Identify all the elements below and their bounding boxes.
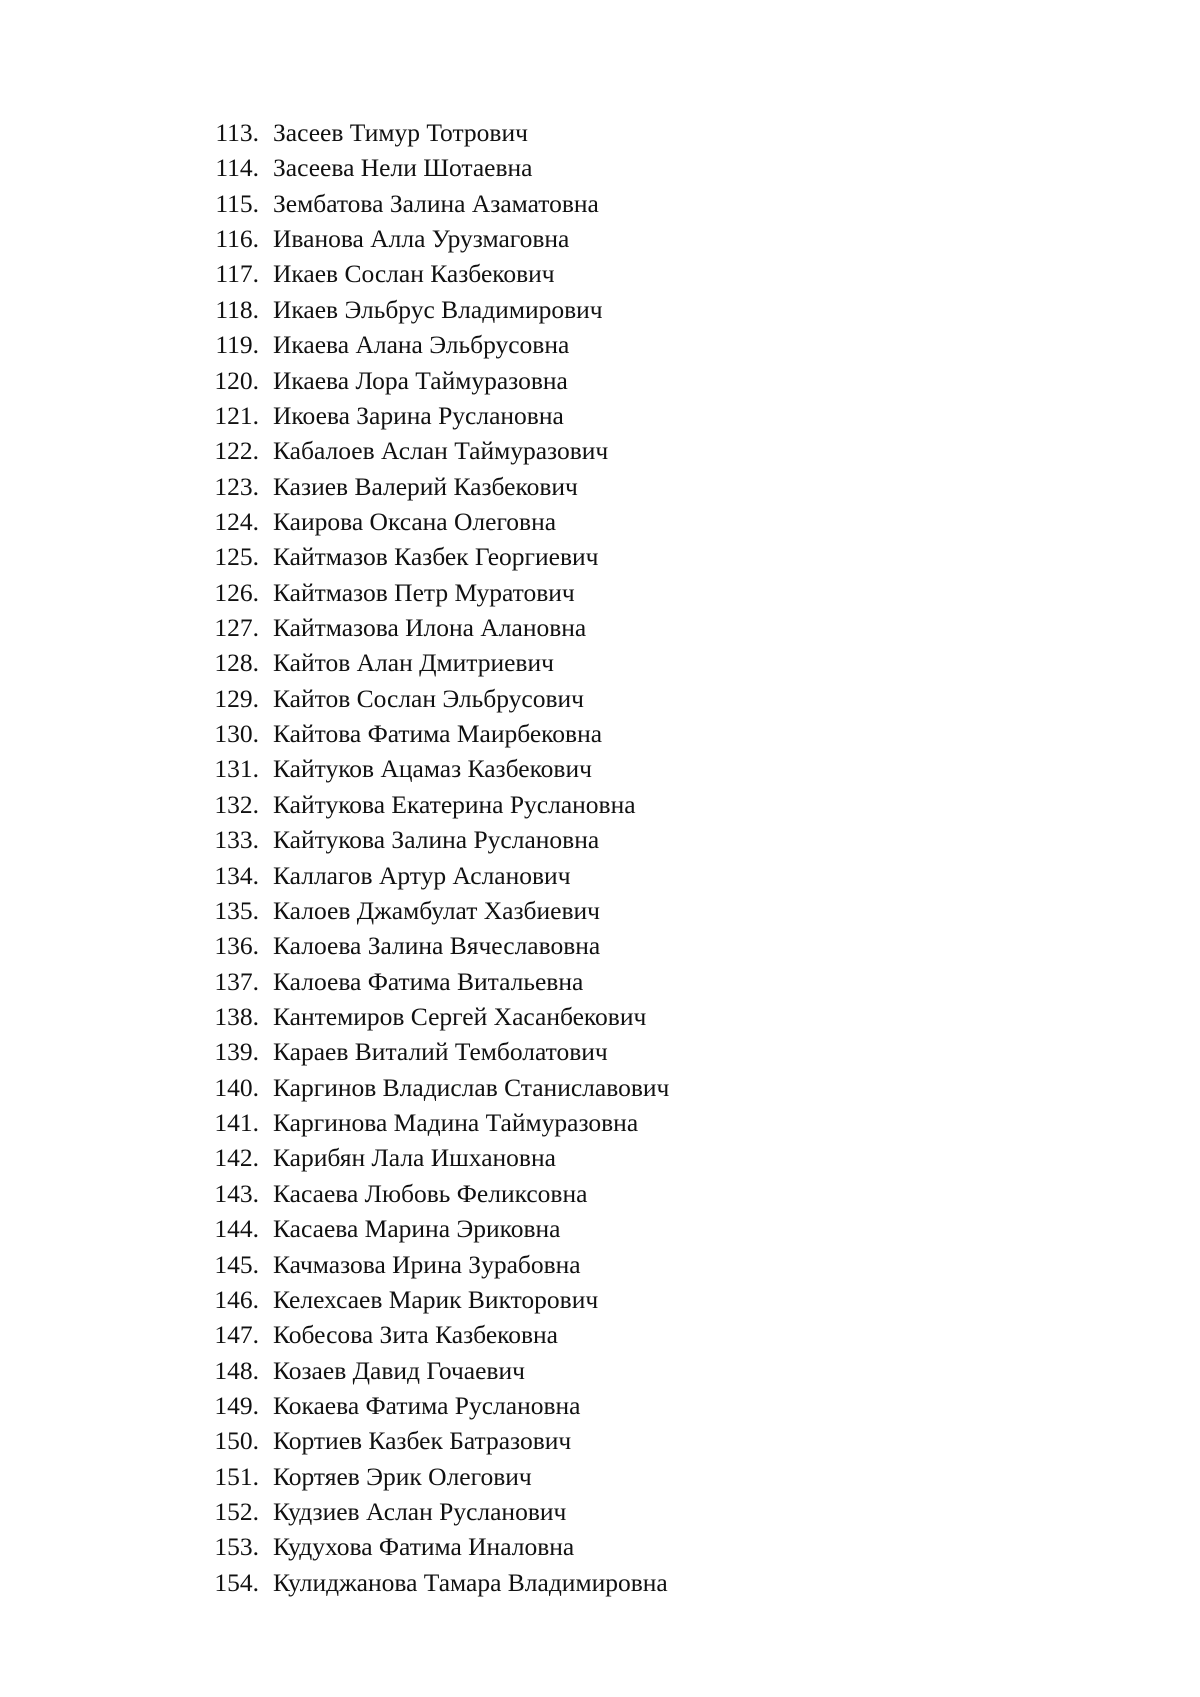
item-number: 133. (214, 825, 259, 855)
list-item (0, 1388, 1200, 1423)
person-name: Иванова Алла Урузмаговна (273, 224, 570, 254)
list-item (0, 115, 1200, 150)
item-number: 123. (214, 471, 259, 501)
list-item (0, 999, 1200, 1034)
item-number: 142. (214, 1143, 259, 1173)
item-number: 145. (214, 1249, 259, 1279)
person-name: Каргинов Владислав Станиславович (273, 1072, 670, 1102)
list-item (0, 1034, 1200, 1069)
person-name: Казиев Валерий Казбекович (273, 471, 578, 501)
list-item (0, 221, 1200, 256)
list-item (0, 1140, 1200, 1175)
list-item (0, 1176, 1200, 1211)
list-item (0, 610, 1200, 645)
person-name: Кортиев Казбек Батразович (273, 1426, 572, 1456)
item-number: 143. (214, 1178, 259, 1208)
list-item (0, 186, 1200, 221)
person-name: Икаев Сослан Казбекович (273, 259, 555, 289)
item-number: 128. (214, 648, 259, 678)
person-name: Касаева Любовь Феликсовна (273, 1178, 588, 1208)
person-name: Кайтмазов Петр Муратович (273, 577, 575, 607)
item-number: 153. (214, 1532, 259, 1562)
list-item (0, 1070, 1200, 1105)
list-item (0, 150, 1200, 185)
list-item (0, 787, 1200, 822)
item-number: 136. (214, 931, 259, 961)
person-name: Карибян Лала Ишхановна (273, 1143, 556, 1173)
list-item (0, 1459, 1200, 1494)
list-item (0, 751, 1200, 786)
item-number: 118. (215, 294, 259, 324)
person-name: Калоева Залина Вячеславовна (273, 931, 601, 961)
person-name: Кортяев Эрик Олегович (273, 1461, 532, 1491)
person-name: Кудзиев Аслан Русланович (273, 1497, 567, 1527)
item-number: 126. (214, 577, 259, 607)
item-number: 141. (214, 1108, 259, 1138)
person-name: Засеева Нели Шотаевна (273, 153, 533, 183)
item-number: 134. (214, 860, 259, 890)
list-item (0, 256, 1200, 291)
item-number: 147. (214, 1320, 259, 1350)
list-item (0, 1529, 1200, 1564)
list-item (0, 1353, 1200, 1388)
list-item (0, 1494, 1200, 1529)
list-item (0, 1565, 1200, 1600)
item-number: 122. (214, 436, 259, 466)
person-name: Келехсаев Марик Викторович (273, 1284, 599, 1314)
list-item (0, 1282, 1200, 1317)
person-name: Кулиджанова Тамара Владимировна (273, 1567, 668, 1597)
item-number: 135. (214, 895, 259, 925)
item-number: 114. (215, 153, 259, 183)
list-item (0, 1423, 1200, 1458)
item-number: 116. (215, 224, 259, 254)
item-number: 138. (214, 1001, 259, 1031)
item-number: 154. (214, 1567, 259, 1597)
item-number: 119. (215, 330, 259, 360)
person-name: Козаев Давид Гочаевич (273, 1355, 525, 1385)
list-item (0, 575, 1200, 610)
person-name: Зембатова Залина Азаматовна (273, 188, 599, 218)
list-item (0, 716, 1200, 751)
item-number: 132. (214, 789, 259, 819)
person-name: Икаева Лора Таймуразовна (273, 365, 568, 395)
item-number: 121. (214, 400, 259, 430)
person-name: Засеев Тимур Тотрович (273, 118, 528, 147)
list-item (0, 681, 1200, 716)
list-item (0, 292, 1200, 327)
person-name: Кабалоев Аслан Таймуразович (273, 436, 609, 466)
item-number: 130. (214, 719, 259, 749)
person-name: Калоев Джамбулат Хазбиевич (273, 895, 600, 925)
list-item (0, 433, 1200, 468)
list-item (0, 1211, 1200, 1246)
person-name: Каирова Оксана Олеговна (273, 506, 557, 536)
person-name: Кайтов Сослан Эльбрусович (273, 683, 584, 713)
list-item (0, 858, 1200, 893)
list-item (0, 1247, 1200, 1282)
item-number: 146. (214, 1284, 259, 1314)
person-name: Кокаева Фатима Руслановна (273, 1390, 581, 1420)
item-number: 120. (214, 365, 259, 395)
person-name: Кайтова Фатима Маирбековна (273, 719, 603, 749)
list-item (0, 363, 1200, 398)
item-number: 139. (214, 1037, 259, 1067)
list-item (0, 1317, 1200, 1352)
item-number: 148. (214, 1355, 259, 1385)
item-number: 124. (214, 506, 259, 536)
item-number: 125. (214, 542, 259, 572)
person-name: Касаева Марина Эриковна (273, 1214, 561, 1244)
person-name: Каргинова Мадина Таймуразовна (273, 1108, 639, 1138)
person-name: Икаева Алана Эльбрусовна (273, 330, 570, 360)
item-number: 150. (214, 1426, 259, 1456)
item-number: 131. (214, 754, 259, 784)
item-number: 137. (214, 966, 259, 996)
list-item (0, 398, 1200, 433)
item-number: 113. (215, 118, 259, 147)
person-name: Кайтуков Ацамаз Казбекович (273, 754, 592, 784)
person-name: Качмазова Ирина Зурабовна (273, 1249, 581, 1279)
item-number: 152. (214, 1497, 259, 1527)
item-number: 140. (214, 1072, 259, 1102)
list-item (0, 928, 1200, 963)
person-name: Кайтукова Екатерина Руслановна (273, 789, 636, 819)
person-name: Кантемиров Сергей Хасанбекович (273, 1001, 647, 1031)
item-number: 117. (215, 259, 259, 289)
person-name: Каллагов Артур Асланович (273, 860, 571, 890)
list-item (0, 645, 1200, 680)
list-item (0, 539, 1200, 574)
person-name: Калоева Фатима Витальевна (273, 966, 584, 996)
numbered-name-list (0, 115, 1200, 1600)
list-item (0, 822, 1200, 857)
list-item (0, 893, 1200, 928)
person-name: Кайтукова Залина Руслановна (273, 825, 600, 855)
person-name: Кайтмазова Илона Алановна (273, 613, 587, 643)
person-name: Кайтов Алан Дмитриевич (273, 648, 554, 678)
list-item (0, 504, 1200, 539)
item-number: 151. (214, 1461, 259, 1491)
list-item (0, 1105, 1200, 1140)
list-item (0, 469, 1200, 504)
item-number: 115. (215, 188, 259, 218)
person-name: Караев Виталий Темболатович (273, 1037, 608, 1067)
person-name: Кобесова Зита Казбековна (273, 1320, 558, 1350)
person-name: Кайтмазов Казбек Георгиевич (273, 542, 599, 572)
item-number: 144. (214, 1214, 259, 1244)
item-number: 127. (214, 613, 259, 643)
list-item (0, 964, 1200, 999)
item-number: 129. (214, 683, 259, 713)
person-name: Икоева Зарина Руслановна (273, 400, 564, 430)
list-item (0, 327, 1200, 362)
person-name: Икаев Эльбрус Владимирович (273, 294, 603, 324)
item-number: 149. (214, 1390, 259, 1420)
person-name: Кудухова Фатима Иналовна (273, 1532, 575, 1562)
